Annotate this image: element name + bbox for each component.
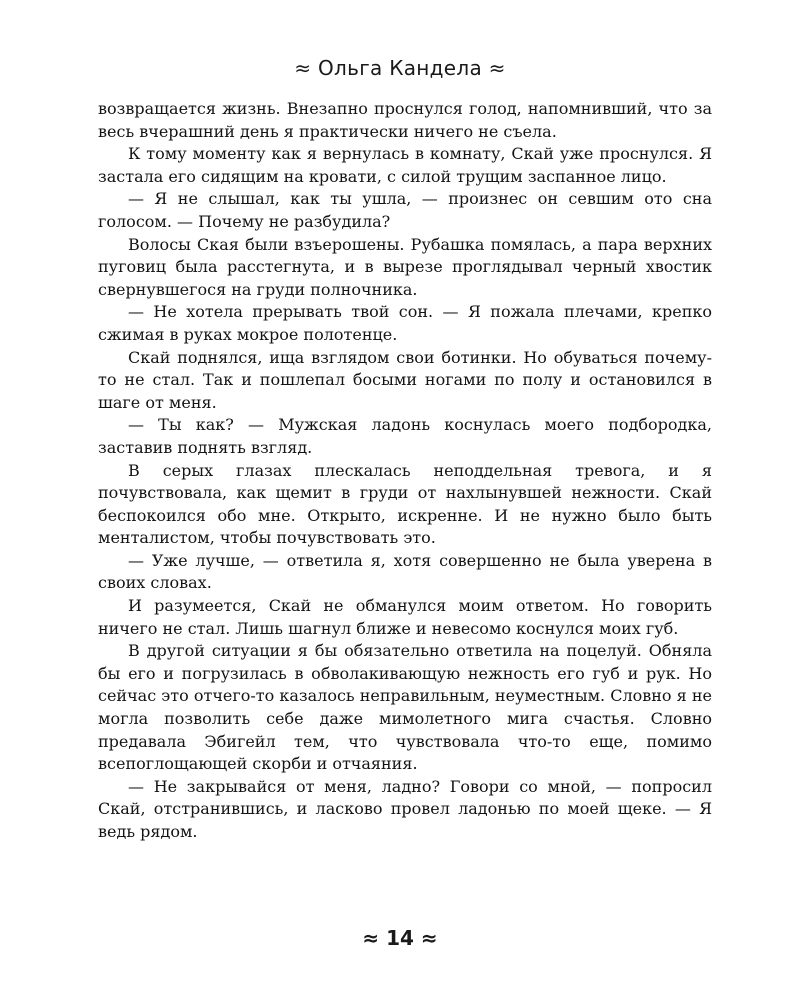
paragraph-9: — Уже лучше, — ответила я, хотя совершенно не была уверена в своих словах. <box>98 550 712 593</box>
paragraph-1: возвращается жизнь. Внезапно проснулся голод, напомнивший, что за весь вчерашний день я практически ничего не съела. <box>98 99 712 141</box>
paragraph-8: В серых глазах плескалась неподдельная тревога, и я почувствовала, как щемит в груди от нахлынувшей нежности. Скай беспокоился обо мне. Открыто, искренне. И не нужно было быть менталистом, чтобы почувствовать это. <box>98 460 712 548</box>
paragraph-11: В другой ситуации я бы обязательно ответила на поцелуй. Обняла бы его и погрузилась в обволакивающую нежность его губ и рук. Но сейчас это отчего-то казалось неправильным, неуместным. Словно я не могла позволить себе даже мимолетного мига счастья. Словно предавала Эбигейл тем, что чувствовала что-то еще, помимо всепоглощающей скорби и отчаяния. <box>98 641 712 774</box>
paragraph-10: И разумеется, Скай не обманулся моим ответом. Но говорить ничего не стал. Лишь шагнул ближе и невесомо коснулся моих губ. <box>98 596 712 638</box>
paragraph-12: — Не закрывайся от меня, ладно? Говори со мной, — попросил Скай, отстранившись, и ласково провел ладонью по моей щеке. — Я ведь рядом. <box>98 776 712 841</box>
paragraph-4: Волосы Ская были взъерошены. Рубашка помялась, а пара верхних пуговиц была расстегнута, и в вырезе проглядывал черный хвостик свернувшегося на груди полночника. <box>98 234 712 299</box>
page-number: ≈ 14 ≈ <box>362 926 438 950</box>
paragraph-7: — Ты как? — Мужская ладонь коснулась моего подбородка, заставив поднять взгляд. <box>98 415 712 457</box>
paragraph-5: — Не хотела прерывать твой сон. — Я пожала плечами, крепко сжимая в руках мокрое полотенце. <box>98 302 712 344</box>
paragraph-6: Скай поднялся, ища взглядом свои ботинки. Но обуваться почему-то не стал. Так и пошлепал босыми ногами по полу и остановился в шаге от меня. <box>98 347 712 412</box>
paragraph-2: К тому моменту как я вернулась в комнату, Скай уже проснулся. Я застала его сидящим на кровати, с силой трущим заспанное лицо. <box>98 144 712 186</box>
running-header: ≈ Ольга Кандела ≈ <box>294 56 506 80</box>
page-body-text <box>98 98 712 844</box>
paragraph-3: — Я не слышал, как ты ушла, — произнес он севшим ото сна голосом. — Почему не разбудила? <box>98 189 712 231</box>
